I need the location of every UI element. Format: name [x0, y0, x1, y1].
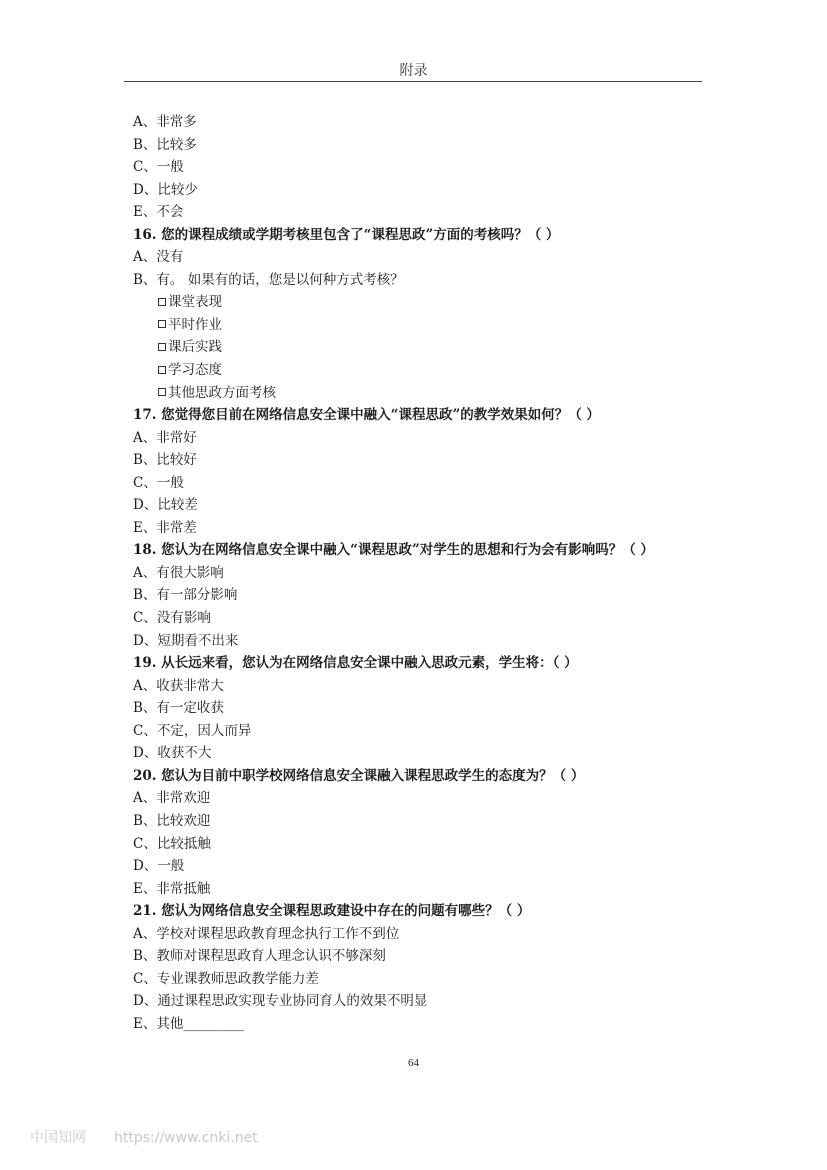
answer-option: B、教师对课程思政育人理念认识不够深刻	[133, 948, 386, 965]
checkbox-option	[133, 336, 713, 359]
answer-option: D、一般	[133, 858, 185, 875]
checkbox-icon	[158, 366, 166, 374]
answer-option: D、短期看不出来	[133, 632, 239, 649]
page-header: 附录	[399, 63, 428, 79]
answer-option: A、非常欢迎	[133, 790, 211, 807]
answer-option: C、一般	[133, 159, 184, 176]
answer-option: A、非常多	[133, 114, 197, 130]
answer-option: B、比较欢迎	[133, 812, 211, 829]
checkbox-label: 课堂表现	[168, 294, 222, 311]
checkbox-label: 其他思政方面考核	[168, 384, 276, 401]
question-text: 20. 您认为目前中职学校网络信息安全课融入课程思政学生的态度为？（ ）	[133, 767, 585, 784]
checkbox-option	[133, 359, 713, 382]
answer-option: C、一般	[133, 474, 184, 491]
question-text: 17. 您觉得您目前在网络信息安全课中融入“课程思政”的教学效果如何？（ ）	[133, 407, 600, 424]
checkbox-option	[133, 291, 713, 314]
checkbox-label: 学习态度	[168, 362, 222, 379]
answer-option: A、非常好	[133, 429, 197, 446]
question-text: 19. 从长远来看，您认为在网络信息安全课中融入思政元素，学生将：（ ）	[133, 655, 578, 672]
answer-option: B、比较多	[133, 136, 197, 153]
answer-option: B、有一定收获	[133, 700, 224, 717]
answer-option: C、专业课教师思政教学能力差	[133, 970, 319, 987]
questionnaire-body	[133, 111, 713, 1035]
checkbox-option	[133, 314, 713, 337]
page-number: 64	[408, 1057, 419, 1069]
answer-option: E、不会	[133, 204, 184, 221]
answer-option: D、通过课程思政实现专业协同育人的效果不明显	[133, 993, 428, 1010]
answer-option: A、有很大影响	[133, 564, 224, 581]
watermark-brand: 中国知网	[30, 1130, 86, 1146]
checkbox-label: 课后实践	[168, 339, 222, 356]
answer-option: E、非常抵触	[133, 880, 211, 897]
checkbox-icon	[158, 298, 166, 306]
answer-option: A、收获非常大	[133, 677, 224, 694]
watermark-url: https://www.cnki.net	[114, 1130, 258, 1146]
header-rule	[124, 81, 702, 82]
answer-option: B、比较好	[133, 452, 197, 469]
checkbox-icon	[158, 320, 166, 328]
question-text: 21. 您认为网络信息安全课程思政建设中存在的问题有哪些？（ ）	[133, 903, 531, 920]
watermark	[30, 1127, 286, 1147]
answer-option: D、比较少	[133, 181, 198, 198]
question-text: 16. 您的课程成绩或学期考核里包含了“课程思政”方面的考核吗？（ ）	[133, 226, 560, 243]
answer-option: B、有一部分影响	[133, 587, 238, 604]
answer-option: A、学校对课程思政教育理念执行工作不到位	[133, 925, 400, 942]
checkbox-icon	[158, 343, 166, 351]
answer-option: C、不定，因人而异	[133, 722, 252, 739]
answer-option: C、比较抵触	[133, 835, 211, 852]
answer-option: B、有。 如果有的话，您是以何种方式考核？	[133, 271, 404, 288]
answer-option: D、比较差	[133, 497, 198, 514]
answer-option: E、非常差	[133, 519, 197, 536]
answer-option: D、收获不大	[133, 745, 212, 762]
answer-option: C、没有影响	[133, 610, 211, 627]
checkbox-icon	[158, 388, 166, 396]
checkbox-label: 平时作业	[168, 316, 222, 333]
answer-option: A、没有	[133, 249, 184, 266]
checkbox-option	[133, 382, 713, 405]
answer-option: E、其他_________	[133, 1015, 245, 1032]
question-text: 18. 您认为在网络信息安全课中融入“课程思政”对学生的思想和行为会有影响吗？（ ）	[133, 542, 654, 559]
